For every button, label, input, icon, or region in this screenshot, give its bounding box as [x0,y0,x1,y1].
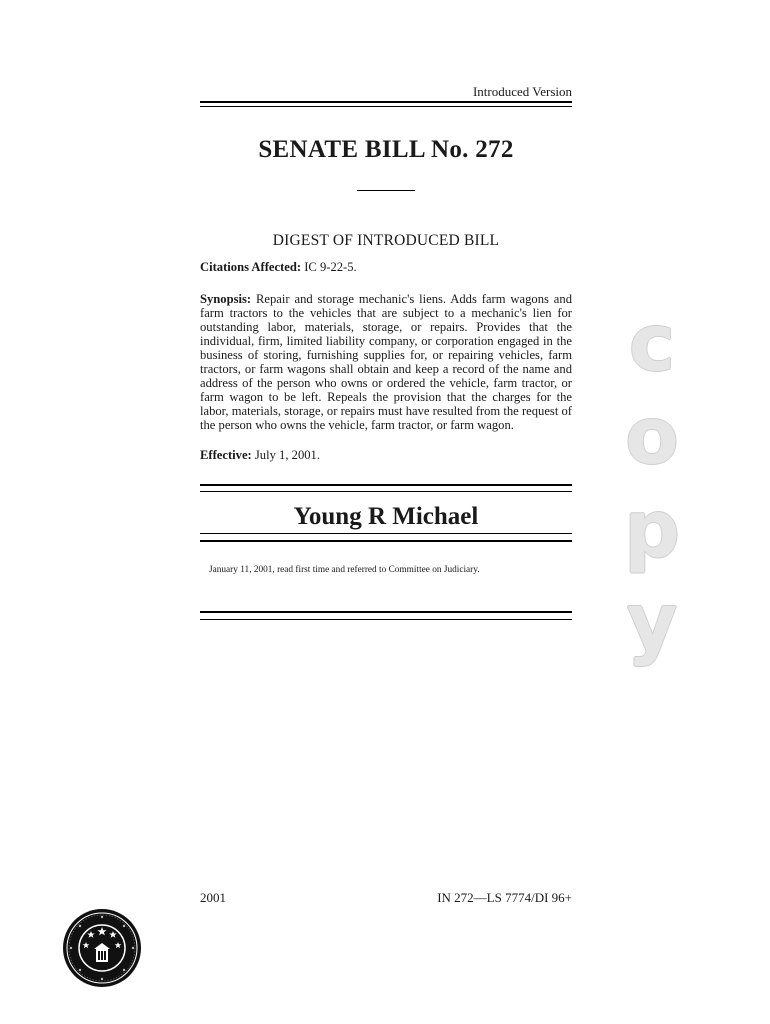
header-rule-bottom [200,106,572,107]
author-rule-bottom [200,540,572,542]
footer-year: 2001 [200,890,226,905]
effective-date [200,448,572,462]
bill-history: January 11, 2001, read first time and referred to Committee on Judiciary. [209,565,480,575]
citations-label: Citations Affected: [200,260,302,274]
state-seal-icon [62,908,142,988]
history-rule-2 [200,619,572,620]
author-underline [200,533,572,534]
author-rule-top-1 [200,484,572,486]
digest-heading: DIGEST OF INTRODUCED BILL [272,232,500,249]
footer-bill-code: IN 272—LS 7774/DI 96+ [437,890,572,905]
effective-label: Effective: [200,448,252,462]
author-name: Young R Michael [293,503,479,530]
synopsis-text: Repair and storage mechanic's liens. Adds farm wagons and farm tractors to the vehicles that are subject to a mechanic's lien for outstanding labor, materials, storage, or repairs. Provides that the individual, firm, limited liability company, or corporation engaged in the business of storing, furnishing supplies for, or repairing vehicles, farm tractors, or farm wagons shall obtain and keep a record of the name and address of the person who owns or ordered the vehicle, farm tractor, or farm wagon to be left. Repeals the provision that the charges for the labor, materials, storage, or repairs must have resulted from the request of the person who owns the vehicle, farm tractor, or farm wagon. [200,292,572,432]
watermark-letter: c [628,299,676,389]
watermark-letter: o [625,392,679,482]
author-rule-top-2 [200,491,572,492]
effective-value: July 1, 2001. [254,448,320,462]
history-rule-1 [200,611,572,613]
synopsis-label: Synopsis: [200,292,252,306]
synopsis [200,292,572,432]
watermark-letter: y [626,578,678,668]
citations-value: IC 9-22-5. [304,260,357,274]
citations [200,260,572,274]
header-rule-top [200,101,572,103]
copy-watermark [612,298,692,670]
watermark-letter: p [624,485,680,575]
bill-title: SENATE BILL No. 272 [258,136,514,163]
version-label: Introduced Version [472,84,572,99]
title-divider [357,190,415,191]
